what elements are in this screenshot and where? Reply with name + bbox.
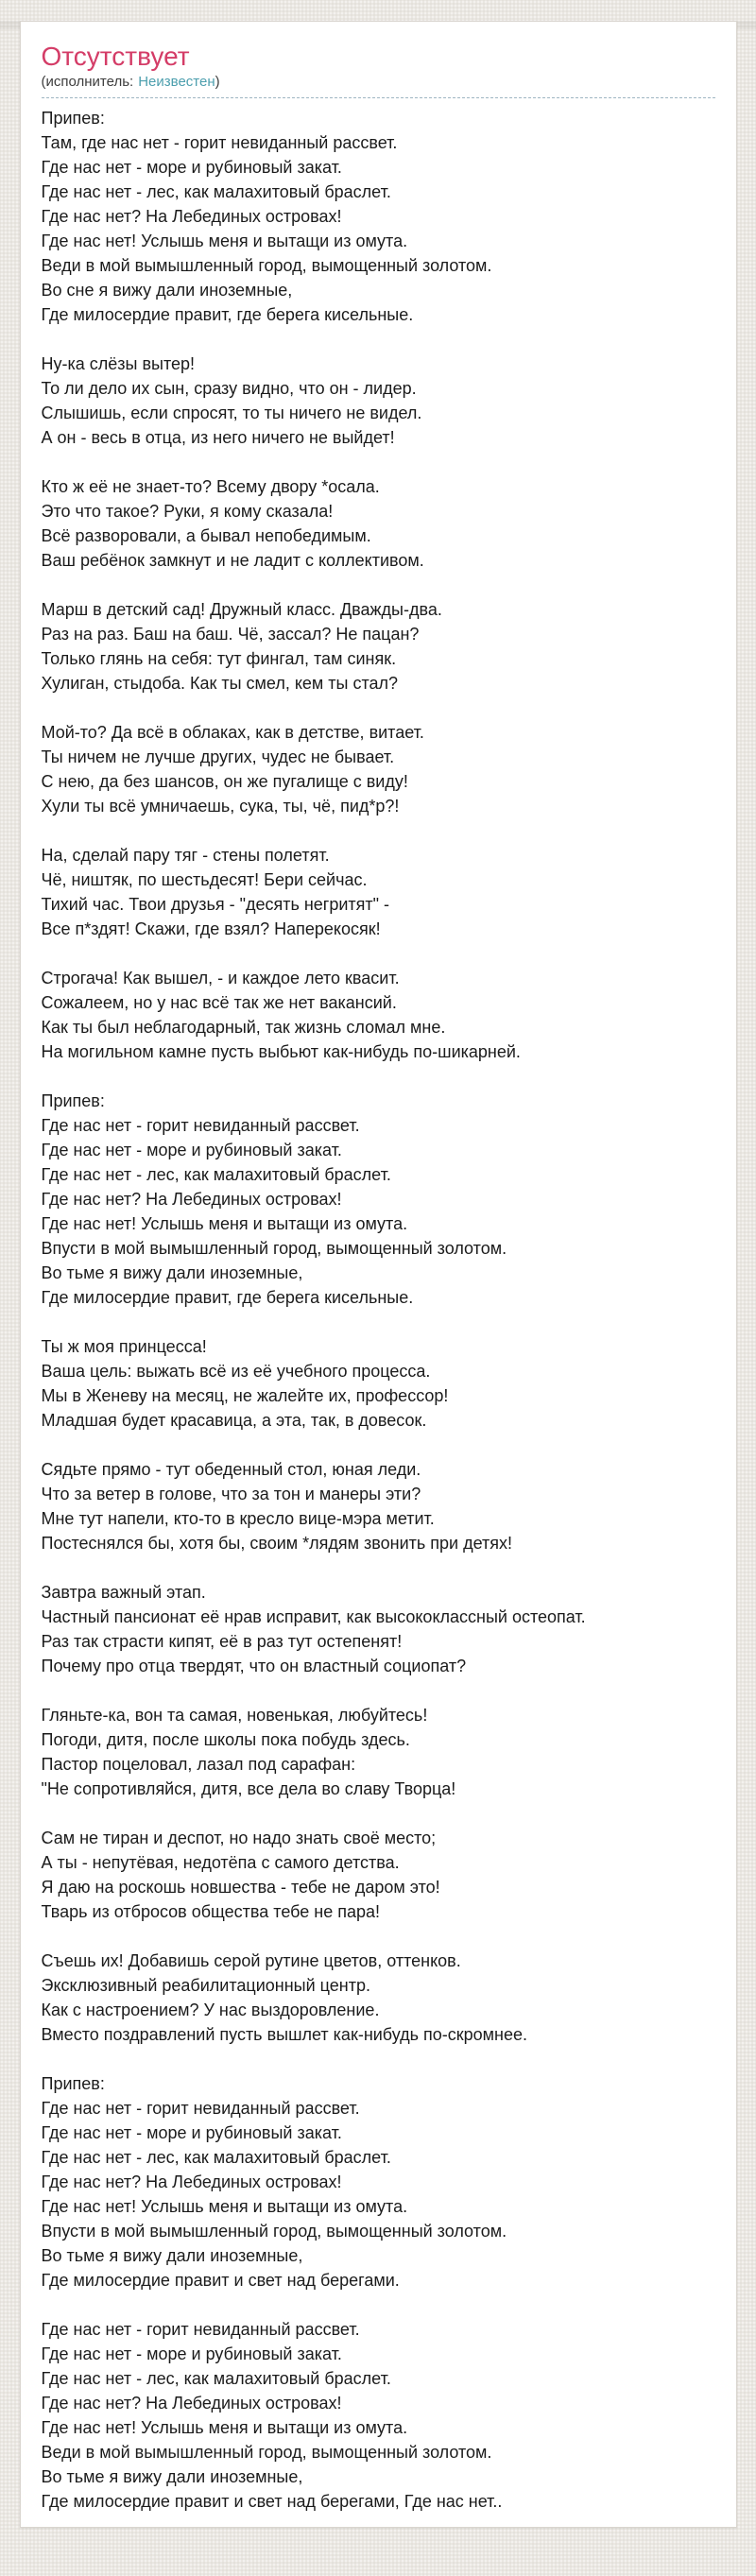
lyric-line: Марш в детский сад! Дружный класс. Дважды-два. [41, 600, 442, 619]
lyric-line: Впусти в мой вымышленный город, вымощенный золотом. [41, 2222, 507, 2241]
lyric-line: Где нас нет! Услышь меня и вытащи из омута. [41, 2418, 408, 2437]
lyric-line: Мне тут напели, кто-то в кресло вице-мэра метит. [41, 1509, 435, 1528]
lyric-line: Младшая будет красавица, а эта, так, в довесок. [41, 1411, 427, 1430]
song-title: Отсутствует [41, 42, 190, 71]
lyric-line: Веди в мой вымышленный город, вымощенный золотом. [41, 2443, 492, 2462]
lyric-line: Чё, ништяк, по шестьдесят! Бери сейчас. [41, 870, 368, 889]
lyric-line: Веди в мой вымышленный город, вымощенный золотом. [41, 256, 492, 275]
stanza [42, 843, 715, 941]
stanza [42, 1334, 715, 1433]
lyrics-text [42, 106, 715, 2514]
lyric-line: Только глянь на себя: тут фингал, там синяк. [41, 649, 397, 668]
lyric-line: То ли дело их сын, сразу видно, что он - лидер. [41, 379, 417, 398]
lyric-line: Как с настроением? У нас выздоровление. [41, 2001, 380, 2019]
lyric-line: Где нас нет - лес, как малахитовый браслет. [41, 1165, 391, 1184]
lyric-line: Где нас нет - море и рубиновый закат. [41, 158, 342, 177]
stanza [42, 2317, 715, 2514]
lyric-line: На могильном камне пусть выбьют как-нибудь по-шикарней. [41, 1042, 521, 1061]
lyric-line: Кто ж её не знает-то? Всему двору *осала. [41, 477, 380, 496]
lyric-line: Во тьме я вижу дали иноземные, [41, 1263, 303, 1282]
stanza [42, 1703, 715, 1801]
lyric-line: А ты - непутёвая, недотёпа с самого детства. [41, 1853, 400, 1872]
lyric-line: Постеснялся бы, хотя бы, своим *лядям звонить при детях! [41, 1534, 512, 1553]
lyric-line: Где нас нет - море и рубиновый закат. [41, 2344, 342, 2363]
stanza [42, 1949, 715, 2047]
lyric-line: Хули ты всё умничаешь, сука, ты, чё, пид*р?! [41, 797, 400, 816]
lyric-line: Где нас нет - горит невиданный рассвет. [41, 2320, 360, 2339]
lyric-line: Строгача! Как вышел, - и каждое лето квасит. [41, 969, 400, 987]
lyric-line: Где нас нет? На Лебединых островах! [41, 207, 342, 226]
lyric-line: Хулиган, стыдоба. Как ты смел, кем ты стал? [41, 674, 399, 693]
lyric-line: Где милосердие правит и свет над берегами, Где нас нет.. [41, 2492, 503, 2511]
lyric-line: Припев: [41, 2074, 105, 2093]
lyric-line: Тварь из отбросов общества тебе не пара! [41, 1902, 380, 1921]
lyric-line: Почему про отца твердят, что он властный социопат? [41, 1657, 467, 1675]
lyric-line: С нею, да без шансов, он же пугалище с виду! [41, 772, 408, 791]
lyric-line: Ваш ребёнок замкнут и не ладит с коллективом. [41, 551, 424, 570]
lyric-line: Тихий час. Твои друзья - "десять негритят" - [41, 895, 390, 914]
lyric-line: Сядьте прямо - тут обеденный стол, юная леди. [41, 1460, 421, 1479]
artist-label: (исполнитель: [41, 74, 134, 90]
lyric-line: Гляньте-ка, вон та самая, новенькая, любуйтесь! [41, 1706, 428, 1725]
lyric-line: Съешь их! Добавишь серой рутине цветов, оттенков. [41, 1951, 461, 1970]
lyric-line: Мой-то? Да всё в облаках, как в детстве, витает. [41, 723, 424, 742]
lyrics-card [20, 21, 737, 2528]
lyric-line: Сам не тиран и деспот, но надо знать своё место; [41, 1829, 437, 1847]
lyric-line: Я даю на роскошь новшества - тебе не даром это! [41, 1878, 440, 1897]
lyric-line: Пастор поцеловал, лазал под сарафан: [41, 1755, 356, 1774]
lyric-line: Это что такое? Руки, я кому сказала! [41, 502, 334, 521]
lyric-line: Где милосердие правит, где берега кисельные. [41, 1288, 414, 1307]
lyric-line: Где нас нет! Услышь меня и вытащи из омута. [41, 2197, 408, 2216]
stanza [42, 1457, 715, 1555]
lyric-line: Раз на раз. Баш на баш. Чё, зассал? Не пацан? [41, 625, 420, 644]
lyric-line: Ваша цель: выжать всё из её учебного процесса. [41, 1362, 431, 1381]
lyric-line: Завтра важный этап. [41, 1583, 206, 1602]
lyric-line: Во тьме я вижу дали иноземные, [41, 2246, 303, 2265]
lyric-line: Погоди, дитя, после школы пока побудь здесь. [41, 1730, 410, 1749]
stanza [42, 474, 715, 573]
artist-link[interactable]: Неизвестен [138, 74, 215, 90]
lyric-line: Мы в Женеву на месяц, не жалейте их, профессор! [41, 1386, 449, 1405]
lyric-line: Где нас нет? На Лебединых островах! [41, 2394, 342, 2413]
lyric-line: Все п*здят! Скажи, где взял? Наперекосяк! [41, 919, 381, 938]
lyric-line: Припев: [41, 1091, 105, 1110]
lyric-line: Где нас нет - море и рубиновый закат. [41, 1141, 342, 1159]
lyric-line: Где милосердие правит, где берега кисельные. [41, 305, 414, 324]
lyric-line: Где нас нет - лес, как малахитовый браслет. [41, 2148, 391, 2167]
lyric-line: Эксклюзивный реабилитационный центр. [41, 1976, 370, 1995]
artist-line [42, 73, 715, 98]
lyric-line: Где нас нет? На Лебединых островах! [41, 1190, 342, 1209]
lyric-line: Как ты был неблагодарный, так жизнь сломал мне. [41, 1018, 446, 1037]
lyric-line: Ну-ка слёзы вытер! [41, 354, 196, 373]
lyric-line: Где нас нет - лес, как малахитовый браслет. [41, 2369, 391, 2388]
stanza [42, 597, 715, 696]
lyric-line: Сожалеем, но у нас всё так же нет вакансий. [41, 993, 397, 1012]
lyric-line: Где нас нет - горит невиданный рассвет. [41, 2099, 360, 2118]
lyric-line: Частный пансионат её нрав исправит, как высококлассный остеопат. [41, 1607, 586, 1626]
stanza [42, 1826, 715, 1924]
lyric-line: Где милосердие правит и свет над берегами. [41, 2271, 400, 2290]
lyric-line: Ты ничем не лучше других, чудес не бывает. [41, 747, 395, 766]
lyric-line: Что за ветер в голове, что за тон и манеры эти? [41, 1485, 421, 1503]
stanza [42, 352, 715, 450]
lyric-line: А он - весь в отца, из него ничего не выйдет! [41, 428, 395, 447]
lyric-line: Слышишь, если спросят, то ты ничего не видел. [41, 404, 422, 422]
lyric-line: Ты ж моя принцесса! [41, 1337, 207, 1356]
lyric-line: Где нас нет - горит невиданный рассвет. [41, 1116, 360, 1135]
lyric-line: Где нас нет! Услышь меня и вытащи из омута. [41, 1214, 408, 1233]
stanza [42, 2071, 715, 2293]
lyric-line: Припев: [41, 109, 105, 128]
lyric-line: Где нас нет - лес, как малахитовый браслет. [41, 182, 391, 201]
lyric-line: Там, где нас нет - горит невиданный рассвет. [41, 133, 398, 152]
lyric-line: Во тьме я вижу дали иноземные, [41, 2467, 303, 2486]
lyric-line: Где нас нет! Услышь меня и вытащи из омута. [41, 232, 408, 250]
stanza [42, 1580, 715, 1678]
lyric-line: Раз так страсти кипят, её в раз тут остепенят! [41, 1632, 403, 1651]
lyric-line: Всё разворовали, а бывал непобедимым. [41, 526, 371, 545]
artist-close-paren: ) [215, 74, 220, 90]
lyric-line: Во сне я вижу дали иноземные, [41, 281, 293, 300]
stanza [42, 966, 715, 1064]
lyric-line: Где нас нет? На Лебединых островах! [41, 2172, 342, 2191]
stanza [42, 720, 715, 818]
lyric-line: Вместо поздравлений пусть вышлет как-нибудь по-скромнее. [41, 2025, 527, 2044]
lyric-line: "Не сопротивляйся, дитя, все дела во славу Творца! [41, 1779, 456, 1798]
stanza [42, 106, 715, 327]
lyric-line: Где нас нет - море и рубиновый закат. [41, 2123, 342, 2142]
lyric-line: Впусти в мой вымышленный город, вымощенный золотом. [41, 1239, 507, 1258]
lyric-line: На, сделай пару тяг - стены полетят. [41, 846, 330, 865]
stanza [42, 1089, 715, 1310]
